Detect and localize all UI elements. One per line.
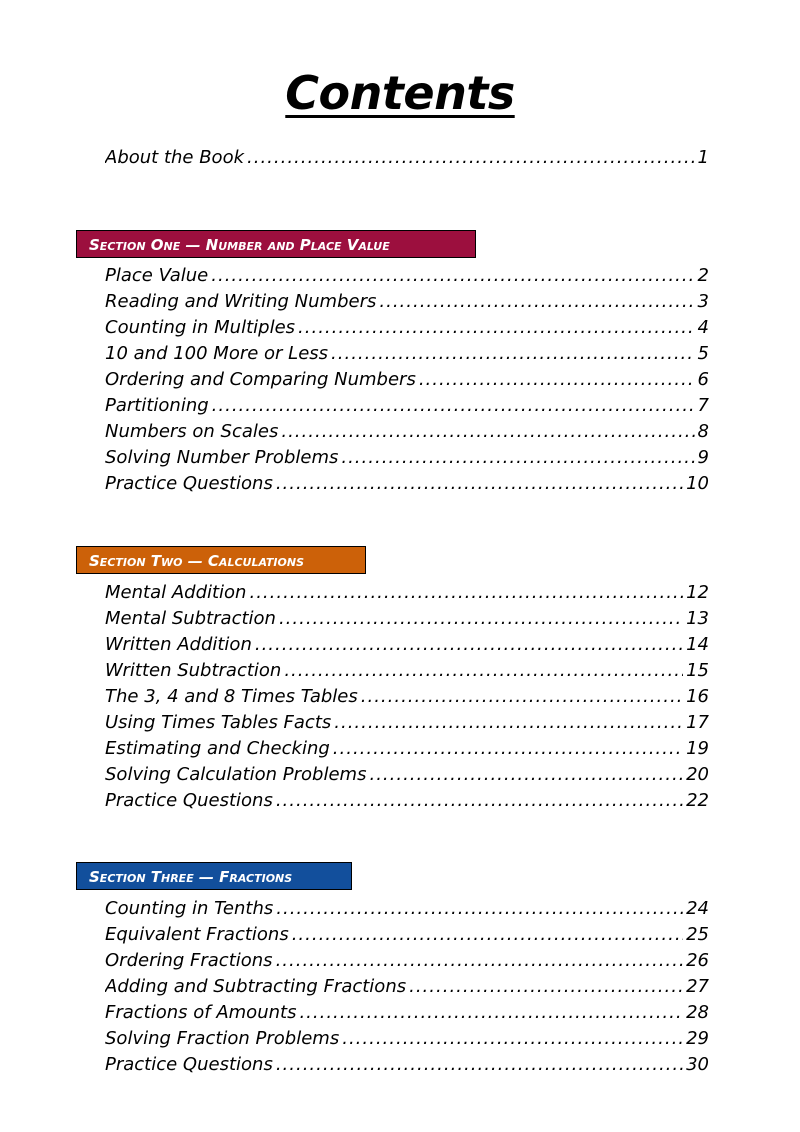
toc-entry[interactable] [105,633,709,657]
toc-entry[interactable] [105,290,709,314]
toc-entry-page: 9 [697,447,709,468]
page-title: Contents [285,66,515,120]
toc-entry-label: Practice Questions [105,790,273,811]
dot-leader [342,1027,683,1051]
toc-entry[interactable] [105,472,709,496]
toc-entry-page: 29 [686,1028,709,1049]
toc-entry-page: 5 [697,343,709,364]
toc-entry-page: 14 [686,634,709,655]
toc-entry-page: 22 [686,790,709,811]
dot-leader [276,897,683,921]
toc-entry[interactable] [105,1027,709,1051]
toc-entry-page: 26 [686,950,709,971]
dot-leader [409,975,683,999]
toc-entry-page: 12 [686,582,709,603]
dot-leader [341,446,694,470]
toc-entry[interactable] [105,1053,709,1077]
toc-entry[interactable] [105,446,709,470]
section-two-heading: Section Two — Calculations [76,546,366,574]
toc-entry[interactable] [105,581,709,605]
section-one-heading: Section One — Number and Place Value [76,230,476,258]
toc-entry-page: 1 [697,147,709,168]
dot-leader [369,763,683,787]
toc-entry[interactable] [105,737,709,761]
dot-leader [361,685,683,709]
dot-leader [419,368,695,392]
toc-entry[interactable] [105,1001,709,1025]
toc-entry-label: Written Subtraction [105,660,282,681]
dot-leader [276,789,683,813]
dot-leader [249,581,683,605]
toc-entry[interactable] [105,394,709,418]
toc-entry-label: Equivalent Fractions [105,924,289,945]
toc-entry[interactable] [105,264,709,288]
dot-leader [276,1053,683,1077]
toc-entry-label: Estimating and Checking [105,738,330,759]
toc-entry[interactable] [105,949,709,973]
dot-leader [212,394,695,418]
toc-entry-label: Mental Subtraction [105,608,276,629]
toc-entry-page: 27 [686,976,709,997]
dot-leader [276,949,684,973]
toc-entry-page: 6 [697,369,709,390]
dot-leader [281,420,694,444]
dot-leader [276,472,683,496]
toc-entry-page: 10 [686,473,709,494]
toc-entry[interactable] [105,923,709,947]
toc-entry-label: Using Times Tables Facts [105,712,332,733]
toc-entry-label: Solving Fraction Problems [105,1028,340,1049]
dot-leader [379,290,694,314]
toc-entry[interactable] [105,763,709,787]
dot-leader [247,146,695,170]
dot-leader [331,342,695,366]
toc-entry-page: 3 [697,291,709,312]
toc-entry[interactable] [105,897,709,921]
dot-leader [333,737,683,761]
toc-entry[interactable] [105,316,709,340]
toc-entry-label: Adding and Subtracting Fractions [105,976,407,997]
toc-entry-page: 20 [686,764,709,785]
toc-entry-label: Mental Addition [105,582,247,603]
dot-leader [298,316,695,340]
toc-entry-page: 19 [686,738,709,759]
toc-entry[interactable] [105,789,709,813]
toc-entry-page: 30 [686,1054,709,1075]
toc-entry-label: Practice Questions [105,473,273,494]
toc-entry[interactable] [105,659,709,683]
section-three-heading: Section Three — Fractions [76,862,352,890]
toc-entry-page: 4 [697,317,709,338]
toc-entry-page: 2 [697,265,709,286]
toc-entry-label: Reading and Writing Numbers [105,291,377,312]
toc-entry-label: 10 and 100 More or Less [105,343,329,364]
toc-entry[interactable] [105,975,709,999]
toc-entry[interactable] [105,420,709,444]
toc-entry-label: Ordering Fractions [105,950,273,971]
toc-entry-about[interactable] [105,146,709,170]
toc-entry[interactable] [105,685,709,709]
dot-leader [299,1001,683,1025]
dot-leader [279,607,683,631]
toc-entry-label: Fractions of Amounts [105,1002,297,1023]
toc-entry-page: 25 [686,924,709,945]
toc-entry-label: Ordering and Comparing Numbers [105,369,416,390]
toc-entry-page: 8 [697,421,709,442]
toc-entry-label: Counting in Multiples [105,317,296,338]
toc-entry-label: Place Value [105,265,209,286]
toc-entry-label: About the Book [105,147,244,168]
toc-entry-label: Practice Questions [105,1054,273,1075]
toc-entry-label: Solving Calculation Problems [105,764,367,785]
toc-entry-label: Partitioning [105,395,209,416]
dot-leader [334,711,683,735]
toc-entry-label: Written Addition [105,634,252,655]
toc-entry-page: 7 [697,395,709,416]
toc-entry[interactable] [105,711,709,735]
dot-leader [211,264,694,288]
toc-entry-page: 28 [686,1002,709,1023]
toc-entry-page: 24 [686,898,709,919]
dot-leader [284,659,683,683]
toc-entry-label: Solving Number Problems [105,447,339,468]
toc-entry[interactable] [105,607,709,631]
toc-entry-label: The 3, 4 and 8 Times Tables [105,686,358,707]
toc-entry[interactable] [105,368,709,392]
toc-entry-page: 13 [686,608,709,629]
toc-entry-label: Numbers on Scales [105,421,279,442]
toc-entry-page: 17 [686,712,709,733]
toc-entry-page: 16 [686,686,709,707]
dot-leader [292,923,683,947]
dot-leader [255,633,683,657]
toc-entry[interactable] [105,342,709,366]
toc-entry-label: Counting in Tenths [105,898,274,919]
toc-entry-page: 15 [686,660,709,681]
